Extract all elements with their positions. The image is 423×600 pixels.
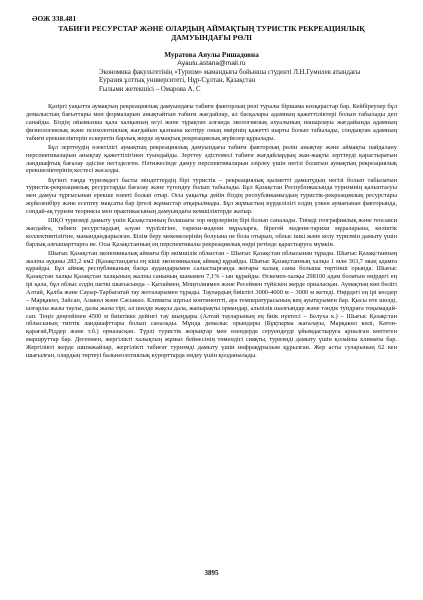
- affiliation-line-2: Еуразия ұлттық университеті, Нұр-Сұлтан, Қазақстан: [99, 77, 256, 85]
- supervisor-line: Ғылыми жетекшісі – Омарова А. С: [99, 85, 201, 93]
- author-block: [26, 51, 397, 94]
- affiliation-line-1: Экономика факультетінің «Туризм» мамандығы бойынша студенті Л.Н.Гумилев атындағы: [99, 68, 361, 76]
- paragraph: Шығыс Қазақстан экономикалық аймағы бір әкімшілік облыстан – Шығыс Қазақстан облысынан тұрады. Шығыс Қазақстанның жалпы ауданы 283,2 км2 (Қазақстандағы ең кіші экономикалық аймақ) құрайды. Шығыс Қазақстанның халқы 1 млн 363,7 мың адамға құрайды. Бұл аймақ республиканың басқа аудандарымен салыстырғанда жоғары халық саны болыша төртінші орында. Шығыс Қазақстан халқы Қазақстан халқының жалпы санының шамамен 7,1% - ын құрайды. Өскемен-халқы 298100 адам болатын өңірдегі ең ірі қала, бұл облыс елдің шеткі шығысында – Қытаймен, Моңғолиямен және Ресеймен түйіскен жерде орналасқан. Аумақтың көп бөлігі Алтай, Қалба және Сауыр-Тарбағатай тау жоталарымен тұрады. Таулардың биіктігі 3000-4000 м – 3000 м жетеді. Өңірдегі ең ірі көлдер – Марқакөл, Зайсан, Алакөл және Сасыкөл. Климаты шұғыл континентті, ауа температурасының кең ауытқуымен бар. Қысы өте шөлді, ызғарлы жазы таулы, далы жазы тірі, ал шөлде жақсы дала, жапырақты ормандар, альпілік шалғындар және тәндік тундраға тоқымадай-сап. Теңіз деңгейінен 4500 м биіктікке дейінгі тау шыңдары (Алтай тауларының ең биік нүктесі – Белуха к.) – Шығыс Қазақстан облысының типтік ландшафттары болып саналады. Мұнда демалыс орындары (Бұқтырма жағалауы, Марқакөл көлі, Катон-қарағай,Ріддер және т.б.) орналасқан. Түрлі туристік жорықтар мен өзендерде серуендеуді ұйымдастыруға арналған көптеген маршруттар бар. Дегенмен, жергілікті халықтың жұмыс бейнесінің төмендігі сияқты, туризмді дамыту үшін қолайлы климаты бар. Жергілікті жерде шипажайлар, жергілікті табиғат туризмді дамыту үшін инфрақұрылым құрылған. Жер асты суларының 62 кен шығылған, олардың төртеуі бальнеологиялық курорттарда емдеу үшін қолданылады.: [26, 249, 397, 359]
- page-number: 3895: [204, 569, 219, 577]
- paragraph: Қазіргі уақытта аумақтың рекреациялық дамуындағы табиғи факторлың рөлі туралы біршама көзқарастар бар. Кейбіреулер бұл демалыстың бағыттары мен формаларын анықтайтын табиғи жағдайлар, ал басқалары адамның қажеттіліктері болып табылады деп санайды. Біздің ойымызша қала халқының өсуі және тұрақтап алғанда экологиялық ахуалының нашарлауы жағдайында адамның физиологиялық және психологиялық жағдайын қалпына келтіру оның өмірінің қажетті шарты болып табылады, сондықтан адамның табиғи ерекшеліктерін ескеретін барлық жерде аумақтық рекреациялық жүйелер құрылады.: [26, 103, 397, 142]
- author-email[interactable]: Ayaulu.astana@mail.ru: [177, 60, 246, 67]
- body-text: [26, 103, 397, 359]
- paragraph: Бүгінгі таңда туризмдегі басты міндеттердің бірі туристік – рекреациялық қызметті дамытудың негізі болып табылатын туристік-рекреациялық ресурстарды бағалау және түгендеу болып табылады. Бұл Қазақстан Республикасында туризмнің қалыптасуы мен дамуы тұрғысынан ерекше өзекті болып отыр. Осы уақытқа дейін біздің республикамыздың туристік-рекреациялық ресурстары жүйеленбіру және есептеу мақсаты бар іргелі жұмыстар атқарылмады. Бұл жұмыстың күрделілігі елдің үлкен аумағынан факторында, сондай-ақ туризм теориясы мен практикасының дамуындағы кемшіліктерде жатыр.: [26, 176, 397, 215]
- author-name: Муратова Аяулы Ришадовна: [164, 51, 259, 60]
- udc-code: ӘОЖ 338.481: [32, 14, 77, 23]
- paragraph: Бұл зерттеудің өзектілігі аумақтың рекреациялық дамуындағы табиғи факторлың рөлін анықтау және аймақты пайдалану перспективаларын анықтау қажеттілігінен туындайды. Зерттеу әдістемесі табиғи жағдайлардың жан-жақты зерттеуді қарастыратын ландшафтық бағалау әдісіне негізделген. Нәтижесінде дамуу перспективаларын әзірлеу үшін негізі болатын аумақтың рекреациялық ерекшеліктерінің кестесі жасалды.: [26, 143, 397, 175]
- paper-title: ТАБИҒИ РЕСУРСТАР ЖӘНЕ ОЛАРДЫҢ АЙМАҚТЫҢ ТУРИСТІК РЕКРЕАЦИЯЛЫҚ ДАМУЫНДАҒЫ РӨЛІ: [58, 24, 365, 43]
- paragraph: ШҚО туризмді дамыту үшін Қазақстанның болашағы зор өңірлерінің бірі болып саналады. Тиімді географиялық және геосаяси жағдайға, табиғи ресурстардың алуан түрлілігіне, тарихи-мәдени мұраларға, бірегей мәдени-тарихи мұраларына, көліктік коллективтілігіне, мамандандырылған. Білім беру мекемелерінің болуына не бола отырып, облыс ішкі және келу туризмін дамыту үшін барлық алғышарттарға ие. Осы Қазақстанның ең перспективалы рекреациялық өңірі ретінде қарастыруға мүмкін.: [26, 217, 397, 248]
